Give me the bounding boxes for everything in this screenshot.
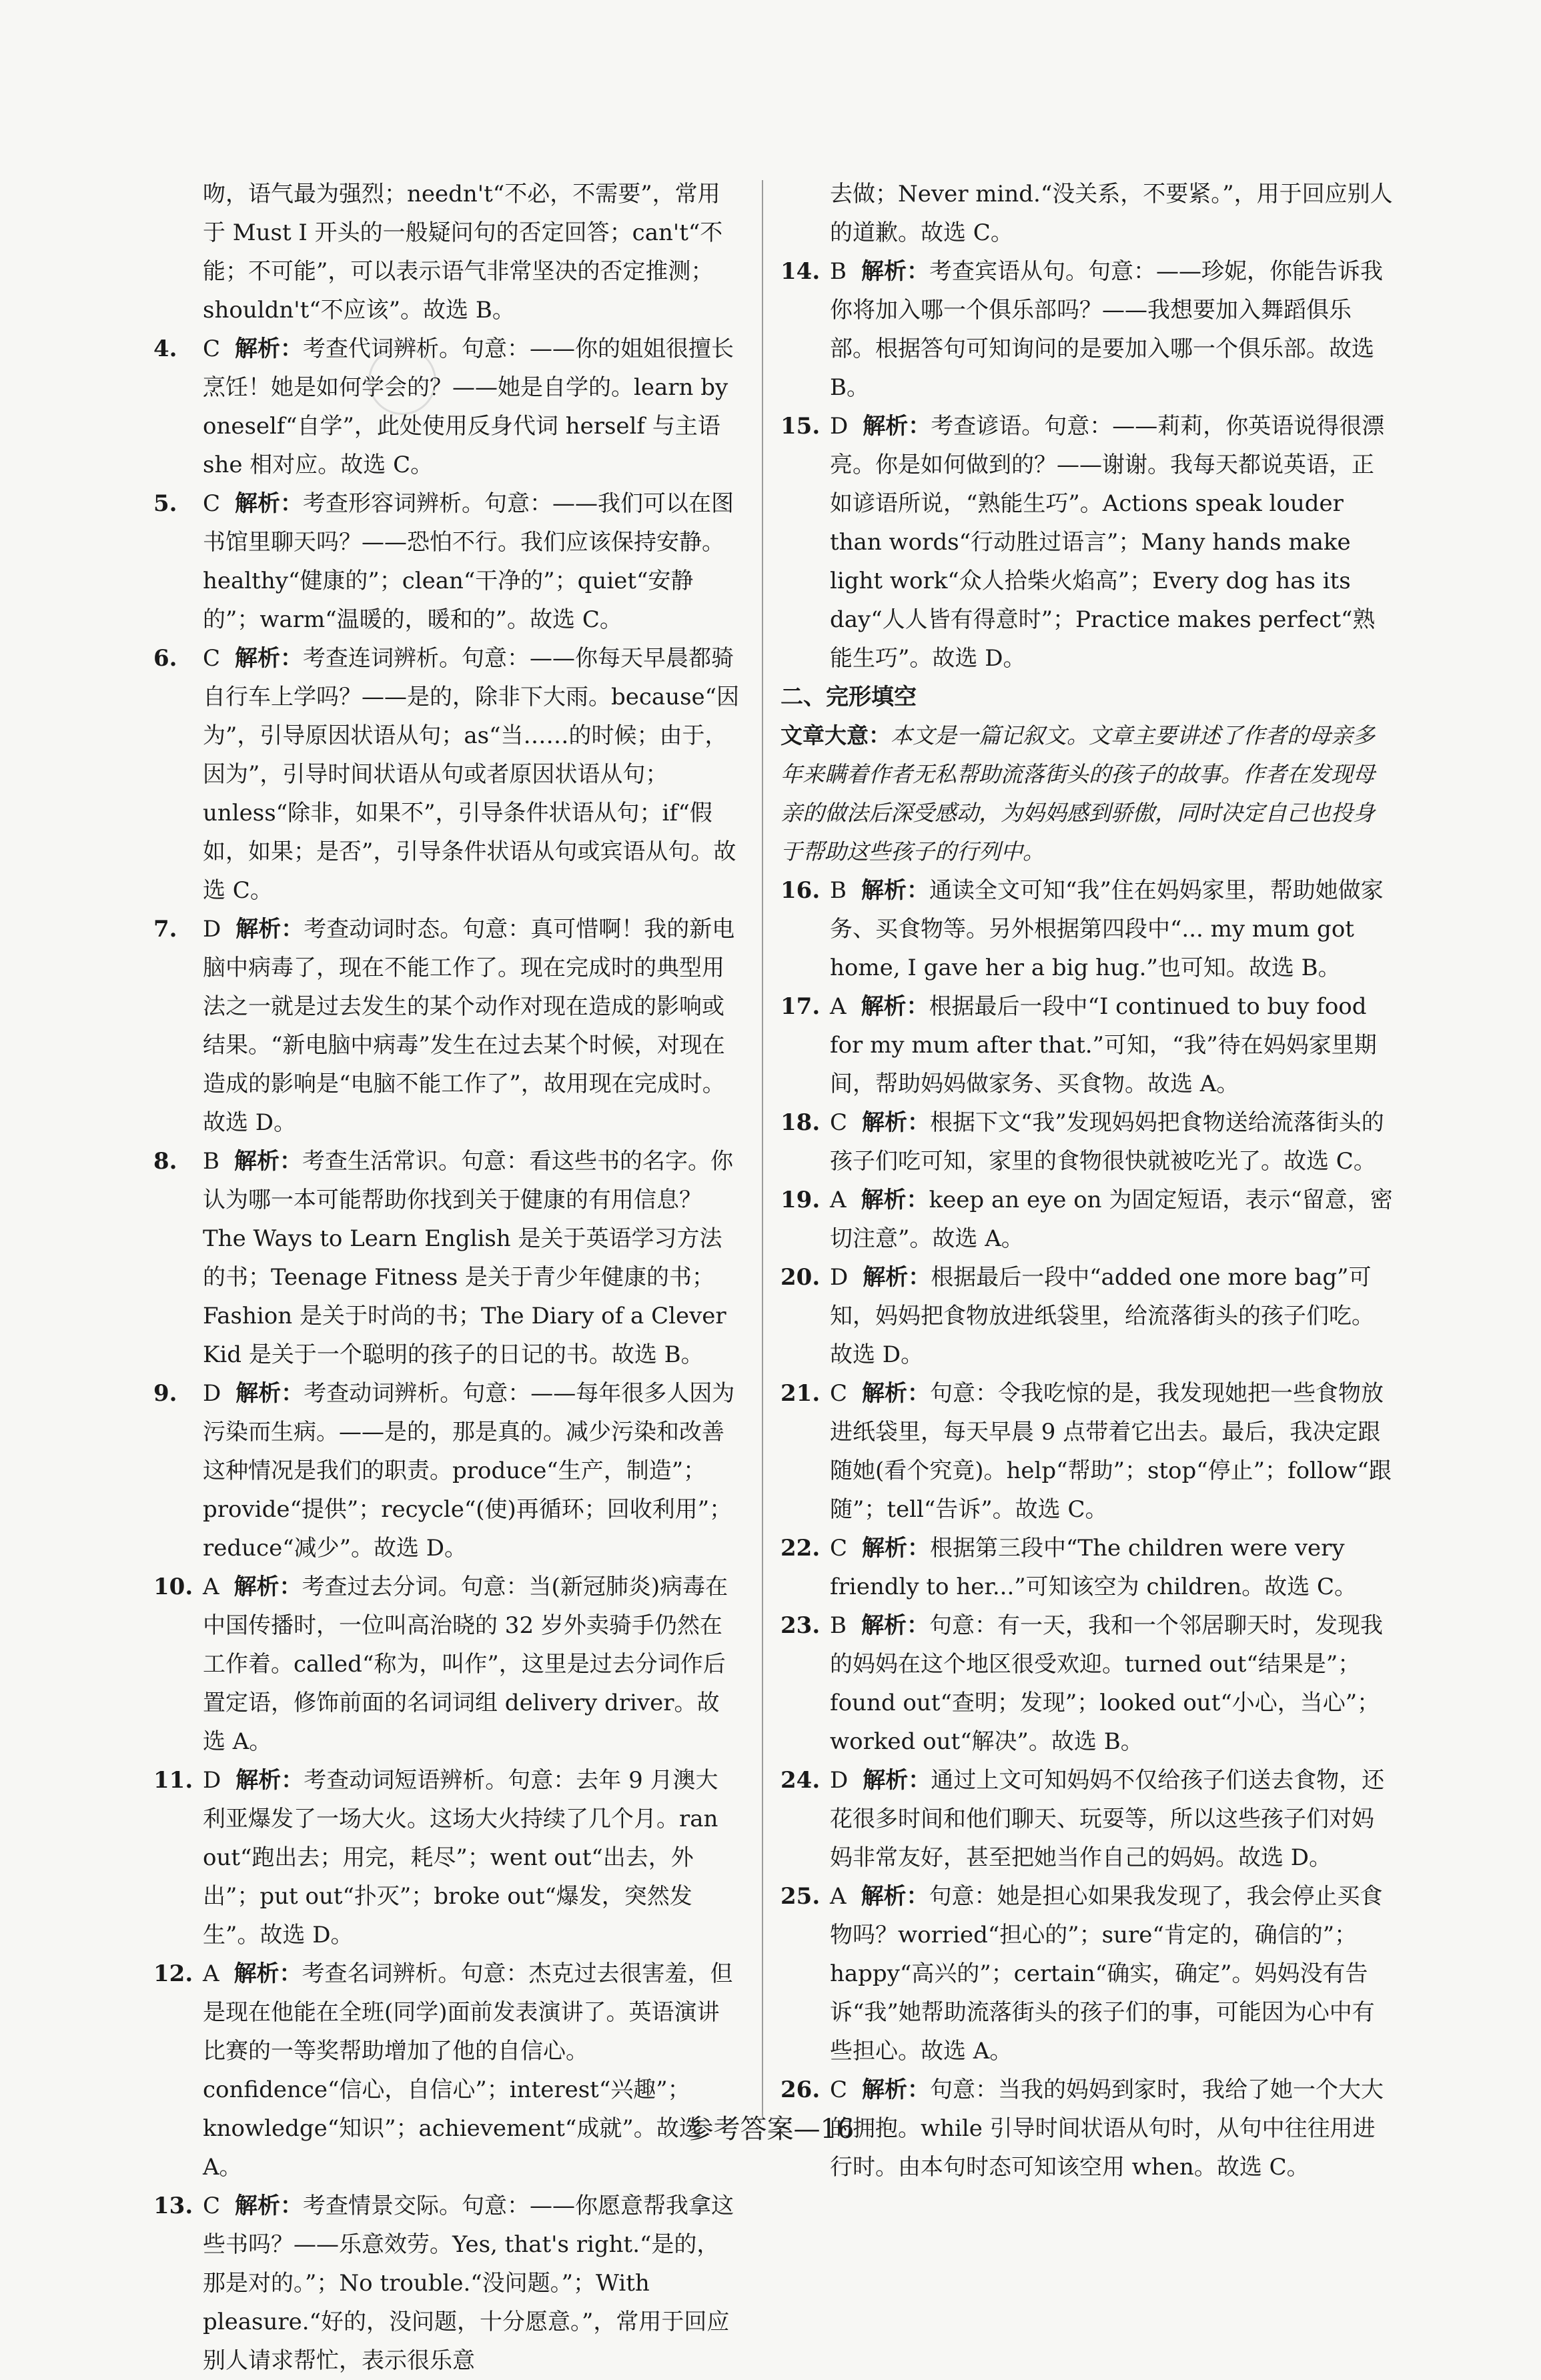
- item-text: 考查动词短语辨析。句意：去年 9 月澳大利亚爆发了一场大火。这场大火持续了几个月。ran out“跑出去；用完，耗尽”；went out“出去，外出”；put out“扑灭”；broke out“爆发，突然发生”。故选 D。: [203, 1767, 718, 1948]
- item-text: 考查连词辨析。句意：——你每天早晨都骑自行车上学吗？——是的，除非下大雨。because“因为”，引导原因状语从句；as“当……的时候；由于，因为”，引导时间状语从句或者原因状语从句；unless“除非，如果不”，引导条件状语从句；if“假如，如果；是否”，引导条件状语从句或宾语从句。故选 C。: [203, 645, 740, 904]
- item-answer: C: [830, 2076, 848, 2103]
- item-number: 10.: [153, 1574, 193, 1600]
- item-label: 解析：: [233, 1960, 302, 1987]
- answer-item: [781, 1258, 1396, 1374]
- item-text: 考查过去分词。句意：当(新冠肺炎)病毒在中国传播时，一位叫高治晓的 32 岁外卖骑手仍然在工作着。called“称为，叫作”，这里是过去分词作后置定语，修饰前面的名词词组 delivery driver。故选 A。: [203, 1574, 728, 1755]
- column-divider: [762, 180, 763, 2118]
- right-column: [781, 175, 1396, 2187]
- item-text: 考查情景交际。句意：——你愿意帮我拿这些书吗？——乐意效劳。Yes, that's right.“是的，那是对的。”；No trouble.“没问题。”；With pleasure.“好的，没问题，十分愿意。”，常用于回应别人请求帮忙，表示很乐意: [203, 2193, 734, 2374]
- answer-item: [153, 1761, 740, 1954]
- answer-item: [781, 1374, 1396, 1529]
- item-answer: C: [830, 1109, 848, 1136]
- item-text: 句意：有一天，我和一个邻居聊天时，发现我的妈妈在这个地区很受欢迎。turned out“结果是”；found out“查明；发现”；looked out“小心，当心”；worked out“解决”。故选 B。: [830, 1612, 1383, 1755]
- item-number: 23.: [781, 1612, 821, 1639]
- item-text: 考查代词辨析。句意：——你的姐姐很擅长烹饪！她是如何学会的？——她是自学的。learn by oneself“自学”，此处使用反身代词 herself 与主语 she 相对应。故选 C。: [203, 336, 734, 478]
- item-text: 根据最后一段中“added one more bag”可知，妈妈把食物放进纸袋里，给流落街头的孩子们吃。故选 D。: [830, 1264, 1374, 1368]
- item-label: 解析：: [861, 877, 929, 904]
- item-label: 解析：: [235, 2193, 304, 2219]
- item-number: 5.: [153, 490, 177, 517]
- item-label: 解析：: [235, 490, 304, 517]
- item-text: 考查动词辨析。句意：——每年很多人因为污染而生病。——是的，那是真的。减少污染和改善这种情况是我们的职责。produce“生产，制造”；provide“提供”；recycle“(使)再循环；回收利用”；reduce“减少”。故选 D。: [203, 1380, 735, 1562]
- item-label: 解析：: [235, 916, 304, 943]
- right-answer-list-a: [781, 252, 1396, 678]
- item-text: 考查名词辨析。句意：杰克过去很害羞，但是现在他能在全班(同学)面前发表演讲了。英语演讲比赛的一等奖帮助增加了他的自信心。confidence“信心，自信心”；interest“兴趣”；knowledge“知识”；achievement“成就”。故选 A。: [203, 1960, 733, 2181]
- item-label: 解析：: [862, 1380, 931, 1407]
- item-text: 考查生活常识。句意：看这些书的名字。你认为哪一本可能帮助你找到关于健康的有用信息？The Ways to Learn English 是关于英语学习方法的书；Teenage Fitness 是关于青少年健康的书；Fashion 是关于时尚的书；The Diary of a Clever Kid 是关于一个聪明的孩子的日记的书。故选 B。: [203, 1148, 733, 1368]
- item-answer: B: [830, 258, 847, 285]
- item-number: 24.: [781, 1767, 821, 1794]
- answer-item: [153, 1142, 740, 1374]
- item-answer: C: [203, 490, 221, 517]
- item-label: 解析：: [235, 1380, 304, 1407]
- item-answer: A: [203, 1960, 219, 1987]
- item-answer: C: [203, 645, 221, 672]
- answer-item: [781, 252, 1396, 407]
- answer-item: [153, 910, 740, 1142]
- item-answer: B: [830, 1612, 847, 1639]
- item-number: 22.: [781, 1535, 821, 1562]
- answer-item: [153, 1374, 740, 1568]
- item-answer: D: [830, 1767, 849, 1794]
- item-answer: C: [830, 1380, 848, 1407]
- left-column: [153, 175, 740, 2380]
- item-label: 解析：: [862, 1109, 931, 1136]
- item-answer: A: [830, 1883, 847, 1910]
- item-text: 句意：她是担心如果我发现了，我会停止买食物吗？worried“担心的”；sure“肯定的，确信的”；happy“高兴的”；certain“确实，确定”。妈妈没有告诉“我”她帮助流落街头的孩子们的事，可能因为心中有些担心。故选 A。: [830, 1883, 1383, 2064]
- answer-item: [781, 1877, 1396, 2070]
- item-text: 根据下文“我”发现妈妈把食物送给流落街头的孩子们吃可知，家里的食物很快就被吃光了。故选 C。: [830, 1109, 1384, 1175]
- item-number: 19.: [781, 1187, 821, 1213]
- item-number: 4.: [153, 336, 177, 362]
- item-answer: D: [203, 1767, 221, 1794]
- item-number: 6.: [153, 645, 177, 672]
- continued-text-left: 吻，语气最为强烈；needn't“不必，不需要”，常用于 Must I 开头的一般疑问句的否定回答；can't“不能；不可能”，可以表示语气非常坚决的否定推测；shouldn't“不应该”。故选 B。: [203, 181, 723, 324]
- right-answer-list-b: [781, 871, 1396, 2187]
- item-number: 17.: [781, 993, 821, 1020]
- item-answer: A: [830, 993, 847, 1020]
- answer-item: [153, 639, 740, 910]
- item-answer: D: [830, 413, 849, 440]
- item-number: 12.: [153, 1960, 193, 1987]
- item-number: 8.: [153, 1148, 177, 1175]
- answer-item: [781, 1529, 1396, 1606]
- item-label: 解析：: [861, 1187, 929, 1213]
- item-answer: B: [830, 877, 847, 904]
- item-label: 解析：: [863, 1767, 931, 1794]
- answer-item: [153, 1954, 740, 2187]
- answer-item: [781, 1103, 1396, 1181]
- item-number: 26.: [781, 2076, 821, 2103]
- answer-item: [153, 2187, 740, 2380]
- summary-text: 本文是一篇记叙文。文章主要讲述了作者的母亲多年来瞒着作者无私帮助流落街头的孩子的故事。作者在发现母亲的做法后深受感动，为妈妈感到骄傲，同时决定自己也投身于帮助这些孩子的行列中。: [781, 722, 1375, 864]
- item-label: 解析：: [861, 1883, 929, 1910]
- item-text: 考查动词时态。句意：真可惜啊！我的新电脑中病毒了，现在不能工作了。现在完成时的典型用法之一就是过去发生的某个动作对现在造成的影响或结果。“新电脑中病毒”发生在过去某个时候，对现在造成的影响是“电脑不能工作了”，故用现在完成时。故选 D。: [203, 916, 735, 1136]
- item-answer: C: [203, 2193, 221, 2219]
- item-number: 7.: [153, 916, 177, 943]
- item-answer: A: [830, 1187, 847, 1213]
- item-number: 9.: [153, 1380, 177, 1407]
- answer-item: [153, 330, 740, 484]
- answer-item: [781, 987, 1396, 1103]
- item-number: 21.: [781, 1380, 821, 1407]
- item-label: 解析：: [861, 258, 929, 285]
- item-number: 15.: [781, 413, 821, 440]
- item-label: 解析：: [863, 413, 931, 440]
- item-number: 20.: [781, 1264, 821, 1291]
- item-answer: B: [203, 1148, 219, 1175]
- item-number: 13.: [153, 2193, 193, 2219]
- item-label: 解析：: [235, 336, 304, 362]
- answer-item: [781, 407, 1396, 678]
- item-label: 解析：: [861, 1612, 929, 1639]
- item-text: 句意：当我的妈妈到家时，我给了她一个大大的拥抱。while 引导时间状语从句时，从句中往往用进行时。由本句时态可知该空用 when。故选 C。: [830, 2076, 1384, 2181]
- item-text: 根据第三段中“The children were very friendly to her...”可知该空为 children。故选 C。: [830, 1535, 1358, 1600]
- page-footer: 参考答案—16: [686, 2114, 855, 2145]
- left-answer-list: [153, 330, 740, 2380]
- answer-item: [781, 1761, 1396, 1877]
- answer-item: [153, 484, 740, 639]
- item-number: 18.: [781, 1109, 821, 1136]
- item-answer: C: [830, 1535, 848, 1562]
- item-label: 解析：: [235, 1767, 304, 1794]
- item-text: keep an eye on 为固定短语，表示“留意，密切注意”。故选 A。: [830, 1187, 1393, 1252]
- item-label: 解析：: [862, 1535, 931, 1562]
- item-label: 解析：: [863, 1264, 931, 1291]
- item-text: 根据最后一段中“I continued to buy food for my mum after that.”可知，“我”待在妈妈家里期间，帮助妈妈做家务、买食物。故选 A。: [830, 993, 1377, 1097]
- item-text: 考查谚语。句意：——莉莉，你英语说得很漂亮。你是如何做到的？——谢谢。我每天都说英语，正如谚语所说，“熟能生巧”。Actions speak louder than words“行动胜过语言”；Many hands make light work“众人拾柴火焰高”；Every dog has its day“人人皆有得意时”；Practice makes perfect“熟能生巧”。故选 D。: [830, 413, 1385, 672]
- item-answer: D: [203, 916, 221, 943]
- item-label: 解析：: [234, 1148, 302, 1175]
- answer-item: [153, 1568, 740, 1761]
- item-number: 14.: [781, 258, 821, 285]
- item-label: 解析：: [235, 645, 304, 672]
- item-text: 考查形容词辨析。句意：——我们可以在图书馆里聊天吗？——恐怕不行。我们应该保持安静。healthy“健康的”；clean“干净的”；quiet“安静的”；warm“温暖的，暖和的”。故选 C。: [203, 490, 734, 633]
- item-number: 25.: [781, 1883, 821, 1910]
- section-title: 二、完形填空: [781, 684, 917, 710]
- continued-text-right: 去做；Never mind.“没关系，不要紧。”，用于回应别人的道歉。故选 C。: [830, 181, 1393, 246]
- answer-item: [781, 1606, 1396, 1761]
- item-number: 11.: [153, 1767, 193, 1794]
- item-answer: D: [203, 1380, 221, 1407]
- item-answer: D: [830, 1264, 849, 1291]
- article-summary: [781, 716, 1396, 871]
- item-text: 考查宾语从句。句意：——珍妮，你能告诉我你将加入哪一个俱乐部吗？——我想要加入舞蹈俱乐部。根据答句可知询问的是要加入哪一个俱乐部。故选 B。: [830, 258, 1383, 401]
- item-label: 解析：: [233, 1574, 302, 1600]
- item-number: 16.: [781, 877, 821, 904]
- item-answer: A: [203, 1574, 219, 1600]
- summary-label: 文章大意：: [781, 722, 891, 748]
- item-answer: C: [203, 336, 221, 362]
- item-label: 解析：: [862, 2076, 931, 2103]
- answer-item: [781, 1181, 1396, 1258]
- item-label: 解析：: [861, 993, 929, 1020]
- answer-item: [781, 871, 1396, 987]
- item-text: 通过上文可知妈妈不仅给孩子们送去食物，还花很多时间和他们聊天、玩耍等，所以这些孩子们对妈妈非常友好，甚至把她当作自己的妈妈。故选 D。: [830, 1767, 1385, 1871]
- item-text: 句意：令我吃惊的是，我发现她把一些食物放进纸袋里，每天早晨 9 点带着它出去。最后，我决定跟随她(看个究竟)。help“帮助”；stop“停止”；follow“跟随”；tell“告诉”。故选 C。: [830, 1380, 1392, 1523]
- item-text: 通读全文可知“我”住在妈妈家里，帮助她做家务、买食物等。另外根据第四段中“... my mum got home, I gave her a big hug.”也可知。故选 B。: [830, 877, 1384, 981]
